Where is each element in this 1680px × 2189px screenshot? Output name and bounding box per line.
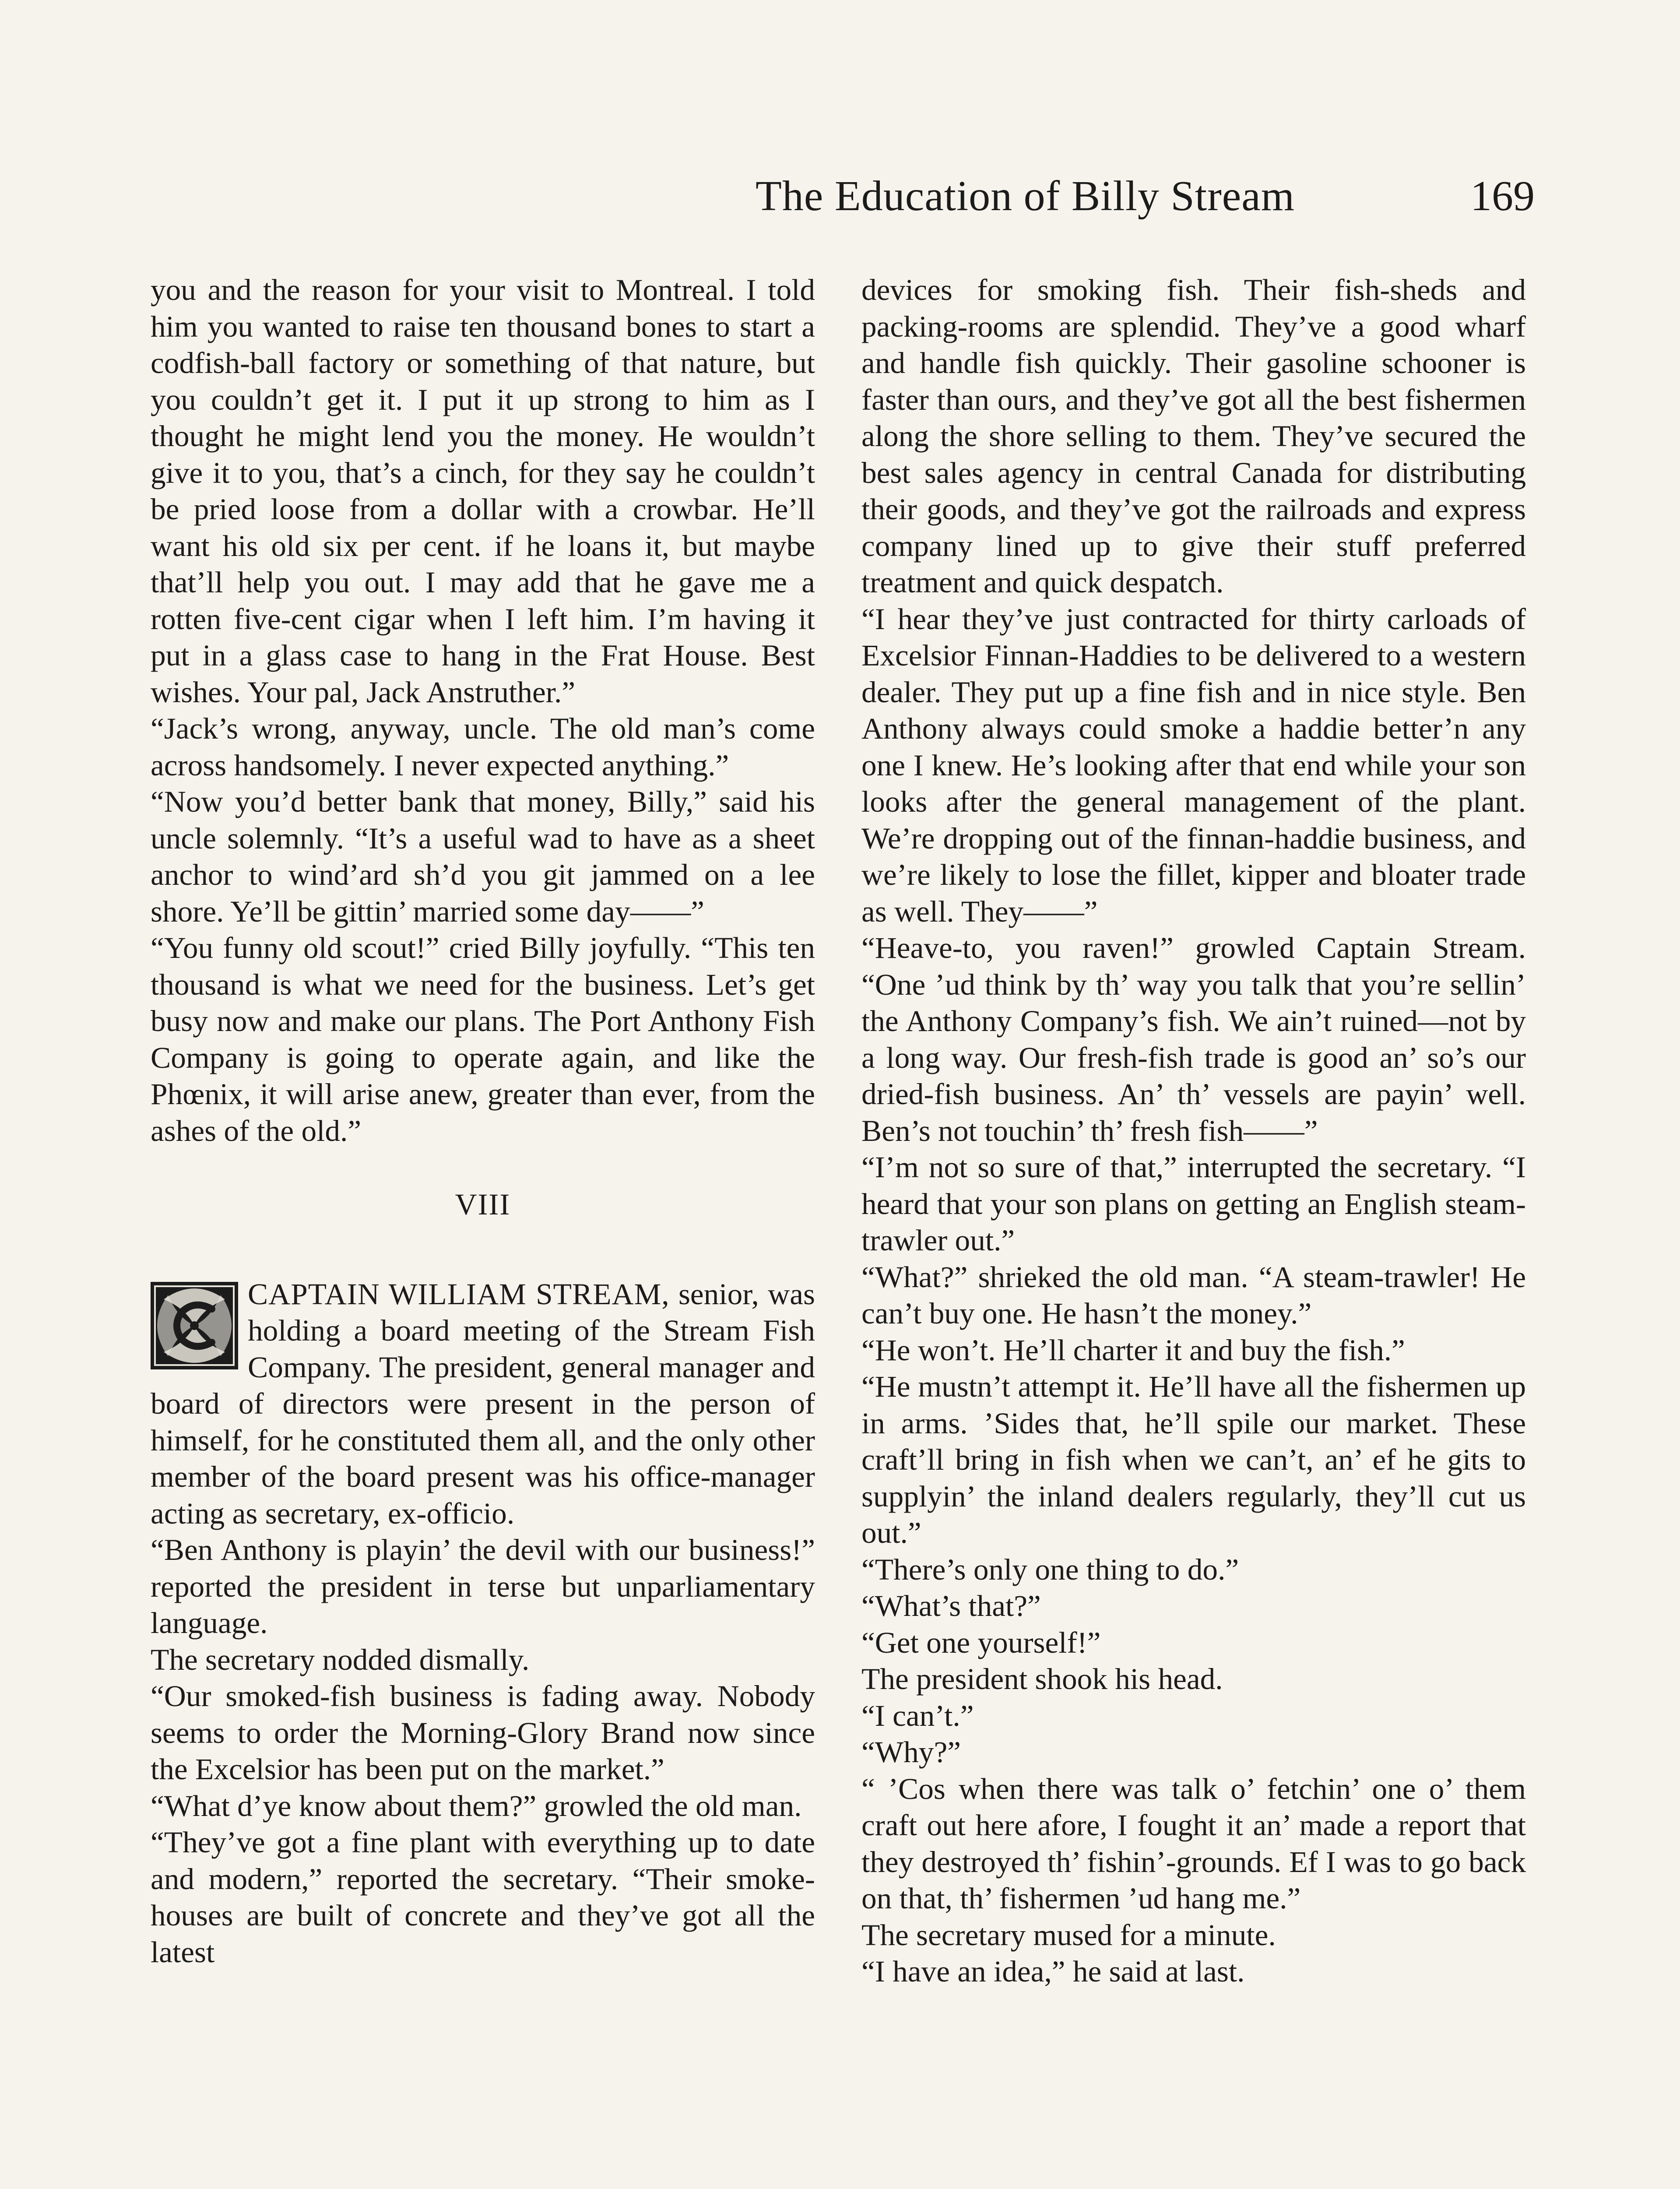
paragraph: The secretary nodded dismally.: [151, 1642, 530, 1676]
chapter-heading: VIII: [455, 1188, 511, 1221]
paragraph: “Heave-to, you raven!” growled Captain Stream. “One ’ud think by th’ way you talk that you’re sellin’ the Anthony Company’s fish. We ain’t ruined—not by a long way. Our fresh-fish trade is good an’ so’s our dried-fish business. An’ th’ vessels are payin’ well. Ben’s not touchin’ th’ fresh fish——”: [861, 931, 1526, 1147]
paragraph: “ ’Cos when there was talk o’ fetchin’ one o’ them craft out here afore, I fought it an’ made a report that they destroyed th’ fishin’-grounds. Ef I was to go back on that, th’ fishermen ’ud hang me.”: [861, 1771, 1526, 1915]
chapter-opening-text: senior, was holding a board meeting of the Stream Fish Company. The president, general manager and board of directors were present in the person of himself, for he constituted them all, and the only other member of the board present was his office-manager acting as secretary, ex-officio.: [151, 1277, 815, 1530]
left-column: [151, 271, 815, 1970]
paragraph: “What’s that?”: [861, 1589, 1041, 1622]
paragraph: “I can’t.”: [861, 1698, 974, 1732]
paragraph: “What d’ye know about them?” growled the old man.: [151, 1788, 802, 1823]
decorative-initial-c-icon: [151, 1282, 238, 1369]
paragraph: “He mustn’t attempt it. He’ll have all the fishermen up in arms. ’Sides that, he’ll spile our market. These craft’ll bring in fish when we can’t, an’ ef he gits to supplyin’ the inland dealers regularly, they’ll cut us out.”: [861, 1369, 1526, 1549]
chapter-opening-caps: CAPTAIN WILLIAM STREAM,: [248, 1277, 670, 1311]
paragraph: “There’s only one thing to do.”: [861, 1552, 1239, 1586]
paragraph: “I hear they’ve just contracted for thirty carloads of Excelsior Finnan-Haddies to be delivered to a western dealer. They put up a fine fish and in nice style. Ben Anthony always could smoke a haddie better’n any one I knew. He’s looking after that end while your son looks after the general management of the plant. We’re dropping out of the finnan-haddie business, and we’re likely to lose the fillet, kipper and bloater trade as well. They——”: [861, 602, 1526, 928]
paragraph: “Get one yourself!”: [861, 1625, 1101, 1659]
paragraph: “Our smoked-fish business is fading away. Nobody seems to order the Morning-Glory Brand now since the Excelsior has been put on the market.”: [151, 1679, 815, 1786]
paragraph: “Jack’s wrong, anyway, uncle. The old man’s come across handsomely. I never expected anything.”: [151, 711, 815, 782]
running-title: The Education of Billy Stream: [756, 172, 1295, 220]
paragraph: “I have an idea,” he said at last.: [861, 1954, 1245, 1988]
paragraph: you and the reason for your visit to Montreal. I told him you wanted to raise ten thousand bones to start a codfish-ball factory or something of that nature, but you couldn’t get it. I put it up strong to him as I thought he might lend you the money. He wouldn’t give it to you, that’s a cinch, for they say he couldn’t be pried loose from a dollar with a crowbar. He’ll want his old six per cent. if he loans it, but maybe that’ll help you out. I may add that he gave me a rotten five-cent cigar when I left him. I’m having it put in a glass case to hang in the Frat House. Best wishes. Your pal, Jack Anstruther.”: [151, 273, 815, 709]
paragraph: “They’ve got a fine plant with everything up to date and modern,” reported the secretary. “Their smoke-houses are built of concrete and they’ve got all the latest: [151, 1825, 815, 1969]
paragraph: The president shook his head.: [861, 1662, 1223, 1696]
paragraph: devices for smoking fish. Their fish-sheds and packing-rooms are splendid. They’ve a good wharf and handle fish quickly. Their gasoline schooner is faster than ours, and they’ve got all the best fishermen along the shore selling to them. They’ve secured the best sales agency in central Canada for distributing their goods, and they’ve got the railroads and express company lined up to give their stuff preferred treatment and quick despatch.: [861, 273, 1526, 599]
paragraph: “What?” shrieked the old man. “A steam-trawler! He can’t buy one. He hasn’t the money.”: [861, 1260, 1526, 1330]
paragraph: “I’m not so sure of that,” interrupted the secretary. “I heard that your son plans on getting an English steam-trawler out.”: [861, 1150, 1526, 1257]
paragraph: “You funny old scout!” cried Billy joyfully. “This ten thousand is what we need for the business. Let’s get busy now and make our plans. The Port Anthony Fish Company is going to operate again, and like the Phœnix, it will arise anew, greater than ever, from the ashes of the old.”: [151, 931, 815, 1147]
right-column: [861, 271, 1526, 1990]
paragraph: “Now you’d better bank that money, Billy,” said his uncle solemnly. “It’s a useful wad to have as a sheet anchor to wind’ard sh’d you git jammed on a lee shore. Ye’ll be gittin’ married some day——”: [151, 785, 815, 928]
paragraph: The secretary mused for a minute.: [861, 1918, 1276, 1952]
chapter-opening: [151, 1276, 815, 1532]
page-number: 169: [1470, 172, 1535, 220]
paragraph: “Why?”: [861, 1735, 961, 1769]
paragraph: “Ben Anthony is playin’ the devil with our business!” reported the president in terse but unparliamentary language.: [151, 1533, 815, 1640]
paragraph: “He won’t. He’ll charter it and buy the fish.”: [861, 1333, 1405, 1367]
